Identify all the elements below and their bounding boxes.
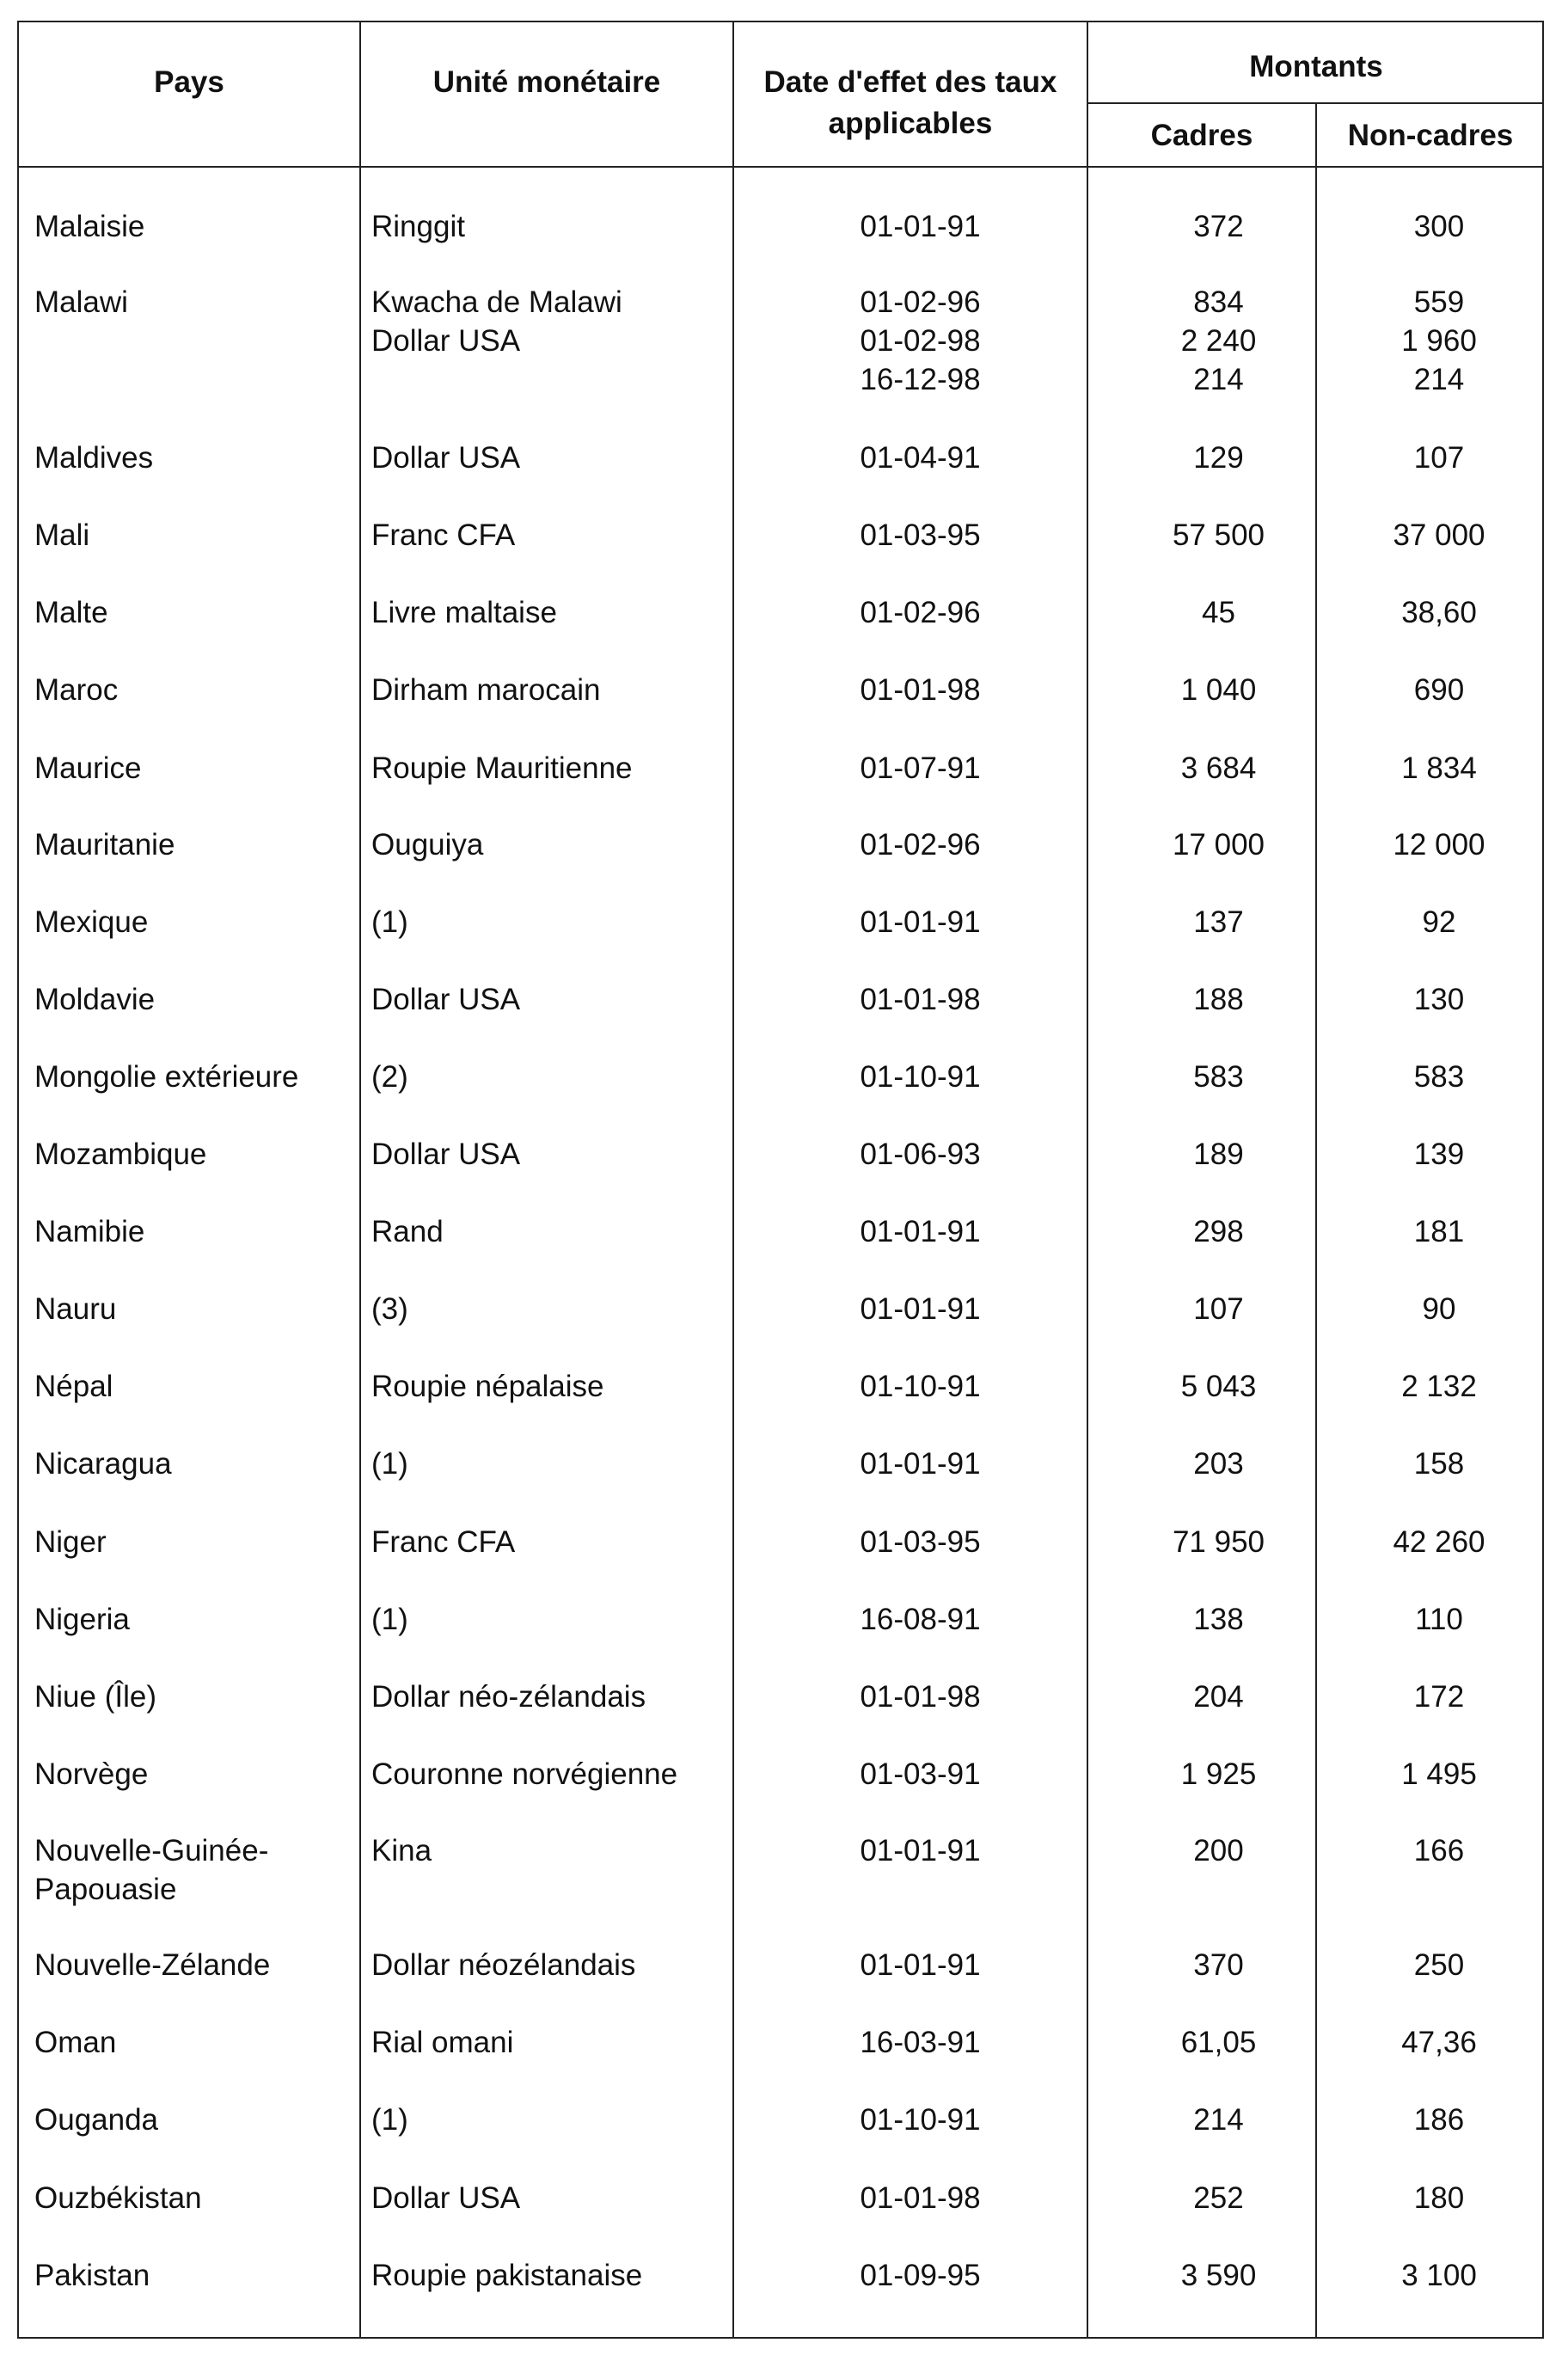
country-cell-line: Mauritanie — [34, 828, 175, 862]
non-cadres-cell — [1334, 1367, 1544, 1406]
date-cell — [738, 903, 1103, 941]
non-cadres-cell — [1334, 749, 1544, 788]
cadres-cell-line: 107 — [1193, 1292, 1244, 1326]
non-cadres-cell-line: 180 — [1413, 2181, 1465, 2215]
currency-cell — [371, 903, 750, 941]
date-cell-line: 01-10-91 — [860, 1370, 981, 1403]
header-montants: Montants — [1249, 50, 1383, 83]
country-cell — [34, 1523, 361, 1561]
currency-cell — [371, 825, 750, 864]
non-cadres-cell — [1334, 207, 1544, 246]
currency-cell-line: Dirham marocain — [371, 673, 601, 707]
cadres-cell — [1105, 2100, 1332, 2139]
date-cell-line: 01-01-91 — [860, 1447, 981, 1481]
currency-cell-line: Livre maltaise — [371, 596, 557, 629]
non-cadres-cell — [1334, 903, 1544, 941]
non-cadres-cell — [1334, 516, 1544, 555]
cadres-cell — [1105, 438, 1332, 477]
date-cell — [738, 1677, 1103, 1716]
cadres-cell-line: 1 040 — [1180, 673, 1257, 707]
non-cadres-cell-line: 690 — [1413, 673, 1465, 707]
cadres-cell — [1105, 1135, 1332, 1174]
non-cadres-cell-line: 166 — [1413, 1834, 1465, 1867]
non-cadres-cell — [1334, 2100, 1544, 2139]
cadres-cell-line: 138 — [1193, 1603, 1244, 1636]
cadres-cell-line: 137 — [1193, 905, 1244, 939]
currency-cell-line: Kwacha de Malawi — [371, 285, 622, 319]
date-cell-line: 16-03-91 — [860, 2026, 981, 2059]
currency-cell — [371, 980, 750, 1019]
country-cell — [34, 1946, 361, 1984]
currency-cell — [371, 1212, 750, 1251]
currency-cell-line: Dollar USA — [371, 2181, 521, 2215]
cadres-cell-line: 200 — [1193, 1834, 1244, 1867]
non-cadres-cell — [1334, 1444, 1544, 1483]
date-cell-line: 01-01-91 — [860, 905, 981, 939]
table-body — [19, 22, 1542, 2337]
currency-cell-line: Franc CFA — [371, 518, 516, 552]
cadres-cell — [1105, 1946, 1332, 1984]
country-cell-line: Mali — [34, 518, 90, 552]
non-cadres-cell — [1334, 1677, 1544, 1716]
non-cadres-cell-line: 47,36 — [1401, 2026, 1477, 2059]
cadres-cell — [1105, 1523, 1332, 1561]
non-cadres-cell-line: 186 — [1413, 2103, 1465, 2137]
header-date-line1: Date d'effet des taux — [763, 65, 1057, 99]
country-cell-line: Nauru — [34, 1292, 117, 1326]
date-cell — [738, 1058, 1103, 1096]
header-non-cadres: Non-cadres — [1347, 119, 1514, 152]
country-cell-line: Niue (Île) — [34, 1680, 156, 1714]
cadres-cell-line: 189 — [1193, 1138, 1244, 1171]
currency-cell-line: Franc CFA — [371, 1525, 516, 1559]
date-cell-line: 01-03-95 — [860, 518, 981, 552]
country-cell-line: Mozambique — [34, 1138, 207, 1171]
cadres-cell — [1105, 825, 1332, 864]
non-cadres-cell-line: 1 960 — [1401, 324, 1477, 358]
date-cell — [738, 207, 1103, 246]
country-cell-line: Moldavie — [34, 983, 156, 1016]
cadres-cell-line: 298 — [1193, 1215, 1244, 1248]
cadres-cell-line: 188 — [1193, 983, 1244, 1016]
cadres-cell-line: 3 684 — [1180, 751, 1257, 785]
non-cadres-cell-line: 250 — [1413, 1948, 1465, 1982]
currency-cell-line: Ringgit — [371, 210, 465, 243]
date-cell — [738, 980, 1103, 1019]
non-cadres-cell-line: 1 834 — [1401, 751, 1477, 785]
cadres-cell — [1105, 516, 1332, 555]
date-cell — [738, 2256, 1103, 2295]
cadres-cell-line: 61,05 — [1180, 2026, 1257, 2059]
cadres-cell — [1105, 283, 1332, 399]
country-cell-line: Nouvelle-Guinée- — [34, 1834, 269, 1867]
date-cell — [738, 1600, 1103, 1639]
non-cadres-cell-line: 181 — [1413, 1215, 1465, 1248]
currency-cell-line: (1) — [371, 905, 408, 939]
non-cadres-cell-line: 42 260 — [1393, 1525, 1485, 1559]
country-cell-line: Malaisie — [34, 210, 145, 243]
non-cadres-cell — [1334, 2179, 1544, 2217]
currency-cell — [371, 671, 750, 709]
currency-cell — [371, 1367, 750, 1406]
country-cell — [34, 1212, 361, 1251]
country-cell — [34, 1677, 361, 1716]
date-cell-line: 01-10-91 — [860, 1060, 981, 1094]
cadres-cell-line: 5 043 — [1180, 1370, 1257, 1403]
header-unite-monetaire: Unité monétaire — [432, 65, 661, 99]
date-cell — [738, 1367, 1103, 1406]
cadres-cell — [1105, 2179, 1332, 2217]
cadres-cell-line: 214 — [1193, 2103, 1244, 2137]
currency-cell-line: Couronne norvégienne — [371, 1757, 678, 1791]
cadres-cell — [1105, 2023, 1332, 2062]
date-cell — [738, 1135, 1103, 1174]
date-cell — [738, 1946, 1103, 1984]
date-cell-line: 01-01-91 — [860, 210, 981, 243]
currency-cell-line: Dollar USA — [371, 441, 521, 475]
country-cell — [34, 2023, 361, 2062]
country-cell-line: Nigeria — [34, 1603, 130, 1636]
country-cell-line: Mongolie extérieure — [34, 1060, 299, 1094]
cadres-cell — [1105, 1600, 1332, 1639]
currency-cell — [371, 1290, 750, 1328]
country-cell — [34, 1058, 361, 1096]
currency-cell-line: Dollar USA — [371, 983, 521, 1016]
cadres-cell-line: 583 — [1193, 1060, 1244, 1094]
header-cadres: Cadres — [1150, 119, 1253, 152]
cadres-cell — [1105, 2256, 1332, 2295]
date-cell — [738, 1444, 1103, 1483]
currency-cell — [371, 1946, 750, 1984]
non-cadres-cell — [1334, 1946, 1544, 1984]
date-cell-line: 01-04-91 — [860, 441, 981, 475]
currency-cell-line: Roupie népalaise — [371, 1370, 604, 1403]
currency-cell — [371, 207, 750, 246]
date-cell — [738, 593, 1103, 632]
currency-cell — [371, 1444, 750, 1483]
currency-cell — [371, 1600, 750, 1639]
non-cadres-cell-line: 300 — [1413, 210, 1465, 243]
date-cell — [738, 2100, 1103, 2139]
country-cell — [34, 1444, 361, 1483]
cadres-cell-line: 2 240 — [1180, 324, 1257, 358]
currency-cell-line: Rial omani — [371, 2026, 514, 2059]
date-cell-line: 01-07-91 — [860, 751, 981, 785]
country-cell-line: Maroc — [34, 673, 119, 707]
country-cell — [34, 1367, 361, 1406]
date-cell — [738, 516, 1103, 555]
non-cadres-cell-line: 110 — [1415, 1603, 1463, 1636]
non-cadres-cell — [1334, 1755, 1544, 1794]
cadres-cell — [1105, 1058, 1332, 1096]
date-cell-line: 01-01-91 — [860, 1215, 981, 1248]
non-cadres-cell — [1334, 1135, 1544, 1174]
date-cell — [738, 1290, 1103, 1328]
header-pays: Pays — [154, 65, 224, 99]
country-cell-line: Malawi — [34, 285, 128, 319]
date-cell-line: 16-08-91 — [860, 1603, 981, 1636]
cadres-cell — [1105, 1831, 1332, 1870]
date-cell-line: 01-01-98 — [860, 2181, 981, 2215]
date-cell — [738, 1831, 1103, 1870]
cadres-cell-line: 372 — [1193, 210, 1244, 243]
currency-cell-line: (1) — [371, 1603, 408, 1636]
currency-cell-line: Dollar USA — [371, 1138, 521, 1171]
non-cadres-cell — [1334, 980, 1544, 1019]
currency-cell-line: Ouguiya — [371, 828, 484, 862]
cadres-cell-line: 252 — [1193, 2181, 1244, 2215]
date-cell-line: 01-02-96 — [860, 596, 981, 629]
date-cell-line: 01-01-91 — [860, 1834, 981, 1867]
date-cell-line: 01-01-98 — [860, 1680, 981, 1714]
country-cell — [34, 1600, 361, 1639]
cadres-cell-line: 17 000 — [1172, 828, 1265, 862]
currency-cell-line: (1) — [371, 2103, 408, 2137]
cadres-cell — [1105, 903, 1332, 941]
country-cell-line: Norvège — [34, 1757, 149, 1791]
country-cell — [34, 980, 361, 1019]
non-cadres-cell — [1334, 2256, 1544, 2295]
cadres-cell-line: 71 950 — [1172, 1525, 1265, 1559]
date-cell-line: 01-01-91 — [860, 1292, 981, 1326]
currency-cell-line: (3) — [371, 1292, 408, 1326]
date-cell-line: 01-02-96 — [860, 285, 981, 319]
date-cell-line: 01-06-93 — [860, 1138, 981, 1171]
non-cadres-cell-line: 37 000 — [1393, 518, 1485, 552]
currency-cell — [371, 1831, 750, 1870]
currency-cell — [371, 1677, 750, 1716]
cadres-cell — [1105, 671, 1332, 709]
currency-cell — [371, 749, 750, 788]
currency-cell — [371, 1523, 750, 1561]
currency-cell — [371, 438, 750, 477]
non-cadres-cell-line: 559 — [1413, 285, 1465, 319]
non-cadres-cell — [1334, 1831, 1544, 1870]
country-cell-line: Ouzbékistan — [34, 2181, 202, 2215]
non-cadres-cell — [1334, 671, 1544, 709]
non-cadres-cell — [1334, 2023, 1544, 2062]
currency-cell — [371, 1058, 750, 1096]
country-cell — [34, 2100, 361, 2139]
non-cadres-cell-line: 583 — [1413, 1060, 1465, 1094]
cadres-cell-line: 129 — [1193, 441, 1244, 475]
date-cell-line: 16-12-98 — [860, 363, 981, 396]
currency-cell-line: (2) — [371, 1060, 408, 1094]
non-cadres-cell — [1334, 283, 1544, 399]
currency-cell — [371, 283, 750, 360]
country-cell — [34, 438, 361, 477]
cadres-cell — [1105, 593, 1332, 632]
cadres-cell-line: 370 — [1193, 1948, 1244, 1982]
date-cell — [738, 825, 1103, 864]
date-cell-line: 01-01-98 — [860, 673, 981, 707]
non-cadres-cell — [1334, 825, 1544, 864]
non-cadres-cell-line: 12 000 — [1393, 828, 1485, 862]
rates-table — [17, 21, 1544, 2339]
country-cell-line: Ouganda — [34, 2103, 159, 2137]
cadres-cell-line: 57 500 — [1172, 518, 1265, 552]
cadres-cell — [1105, 980, 1332, 1019]
country-cell-line: Malte — [34, 596, 108, 629]
date-cell — [738, 671, 1103, 709]
country-cell-line: Népal — [34, 1370, 113, 1403]
cadres-cell-line: 214 — [1193, 363, 1244, 396]
date-cell-line: 01-01-98 — [860, 983, 981, 1016]
non-cadres-cell-line: 172 — [1413, 1680, 1465, 1714]
non-cadres-cell-line: 2 132 — [1401, 1370, 1477, 1403]
non-cadres-cell — [1334, 438, 1544, 477]
cadres-cell — [1105, 749, 1332, 788]
date-cell-line: 01-02-96 — [860, 828, 981, 862]
non-cadres-cell — [1334, 1212, 1544, 1251]
country-cell — [34, 825, 361, 864]
country-cell-line: Pakistan — [34, 2259, 150, 2292]
date-cell-line: 01-10-91 — [860, 2103, 981, 2137]
cadres-cell-line: 204 — [1193, 1680, 1244, 1714]
cadres-cell — [1105, 1367, 1332, 1406]
date-cell — [738, 2023, 1103, 2062]
date-cell — [738, 1523, 1103, 1561]
currency-cell-line: Roupie Mauritienne — [371, 751, 633, 785]
country-cell-line: Niger — [34, 1525, 107, 1559]
date-cell — [738, 2179, 1103, 2217]
country-cell-line: Nicaragua — [34, 1447, 172, 1481]
non-cadres-cell — [1334, 593, 1544, 632]
cadres-cell — [1105, 1677, 1332, 1716]
cadres-cell-line: 3 590 — [1180, 2259, 1257, 2292]
non-cadres-cell — [1334, 1290, 1544, 1328]
country-cell — [34, 2179, 361, 2217]
non-cadres-cell-line: 1 495 — [1401, 1757, 1477, 1791]
country-cell — [34, 1290, 361, 1328]
country-cell — [34, 749, 361, 788]
cadres-cell — [1105, 1290, 1332, 1328]
currency-cell-line: Dollar USA — [371, 324, 521, 358]
non-cadres-cell-line: 3 100 — [1401, 2259, 1477, 2292]
cadres-cell-line: 834 — [1193, 285, 1244, 319]
cadres-cell — [1105, 1212, 1332, 1251]
date-cell-line: 01-02-98 — [860, 324, 981, 358]
non-cadres-cell — [1334, 1058, 1544, 1096]
currency-cell — [371, 1755, 750, 1794]
country-cell — [34, 671, 361, 709]
date-cell — [738, 1212, 1103, 1251]
currency-cell — [371, 2100, 750, 2139]
cadres-cell-line: 45 — [1202, 596, 1235, 629]
country-cell-line: Namibie — [34, 1215, 145, 1248]
country-cell — [34, 207, 361, 246]
currency-cell-line: (1) — [371, 1447, 408, 1481]
date-cell-line: 01-09-95 — [860, 2259, 981, 2292]
cadres-cell-line: 203 — [1193, 1447, 1244, 1481]
date-cell-line: 01-03-95 — [860, 1525, 981, 1559]
country-cell — [34, 1135, 361, 1174]
cadres-cell — [1105, 1755, 1332, 1794]
currency-cell-line: Dollar néozélandais — [371, 1948, 636, 1982]
country-cell — [34, 2256, 361, 2295]
currency-cell-line: Dollar néo-zélandais — [371, 1680, 646, 1714]
non-cadres-cell-line: 38,60 — [1401, 596, 1477, 629]
non-cadres-cell-line: 139 — [1413, 1138, 1465, 1171]
currency-cell — [371, 593, 750, 632]
non-cadres-cell-line: 92 — [1422, 905, 1456, 939]
currency-cell — [371, 516, 750, 555]
non-cadres-cell-line: 214 — [1413, 363, 1465, 396]
country-cell-line: Oman — [34, 2026, 117, 2059]
currency-cell-line: Rand — [371, 1215, 444, 1248]
country-cell-line: Maurice — [34, 751, 142, 785]
date-cell — [738, 1755, 1103, 1794]
non-cadres-cell — [1334, 1600, 1544, 1639]
date-cell-line: 01-03-91 — [860, 1757, 981, 1791]
currency-cell-line: Roupie pakistanaise — [371, 2259, 643, 2292]
non-cadres-cell-line: 107 — [1413, 441, 1465, 475]
cadres-cell — [1105, 207, 1332, 246]
currency-cell — [371, 2179, 750, 2217]
country-cell-line: Nouvelle-Zélande — [34, 1948, 271, 1982]
cadres-cell — [1105, 1444, 1332, 1483]
country-cell — [34, 593, 361, 632]
header-date-line2: applicables — [828, 107, 993, 140]
country-cell — [34, 283, 361, 322]
date-cell-line: 01-01-91 — [860, 1948, 981, 1982]
country-cell — [34, 1755, 361, 1794]
date-cell — [738, 283, 1103, 399]
country-cell — [34, 516, 361, 555]
cadres-cell-line: 1 925 — [1180, 1757, 1257, 1791]
non-cadres-cell-line: 158 — [1413, 1447, 1465, 1481]
non-cadres-cell — [1334, 1523, 1544, 1561]
country-cell-line: Mexique — [34, 905, 149, 939]
date-cell — [738, 749, 1103, 788]
currency-cell — [371, 2023, 750, 2062]
non-cadres-cell-line: 90 — [1422, 1292, 1456, 1326]
country-cell — [34, 1831, 361, 1909]
country-cell-line: Maldives — [34, 441, 154, 475]
country-cell — [34, 903, 361, 941]
currency-cell — [371, 2256, 750, 2295]
non-cadres-cell-line: 130 — [1413, 983, 1465, 1016]
date-cell — [738, 438, 1103, 477]
country-cell-line: Papouasie — [34, 1873, 177, 1906]
currency-cell-line: Kina — [371, 1834, 432, 1867]
currency-cell — [371, 1135, 750, 1174]
